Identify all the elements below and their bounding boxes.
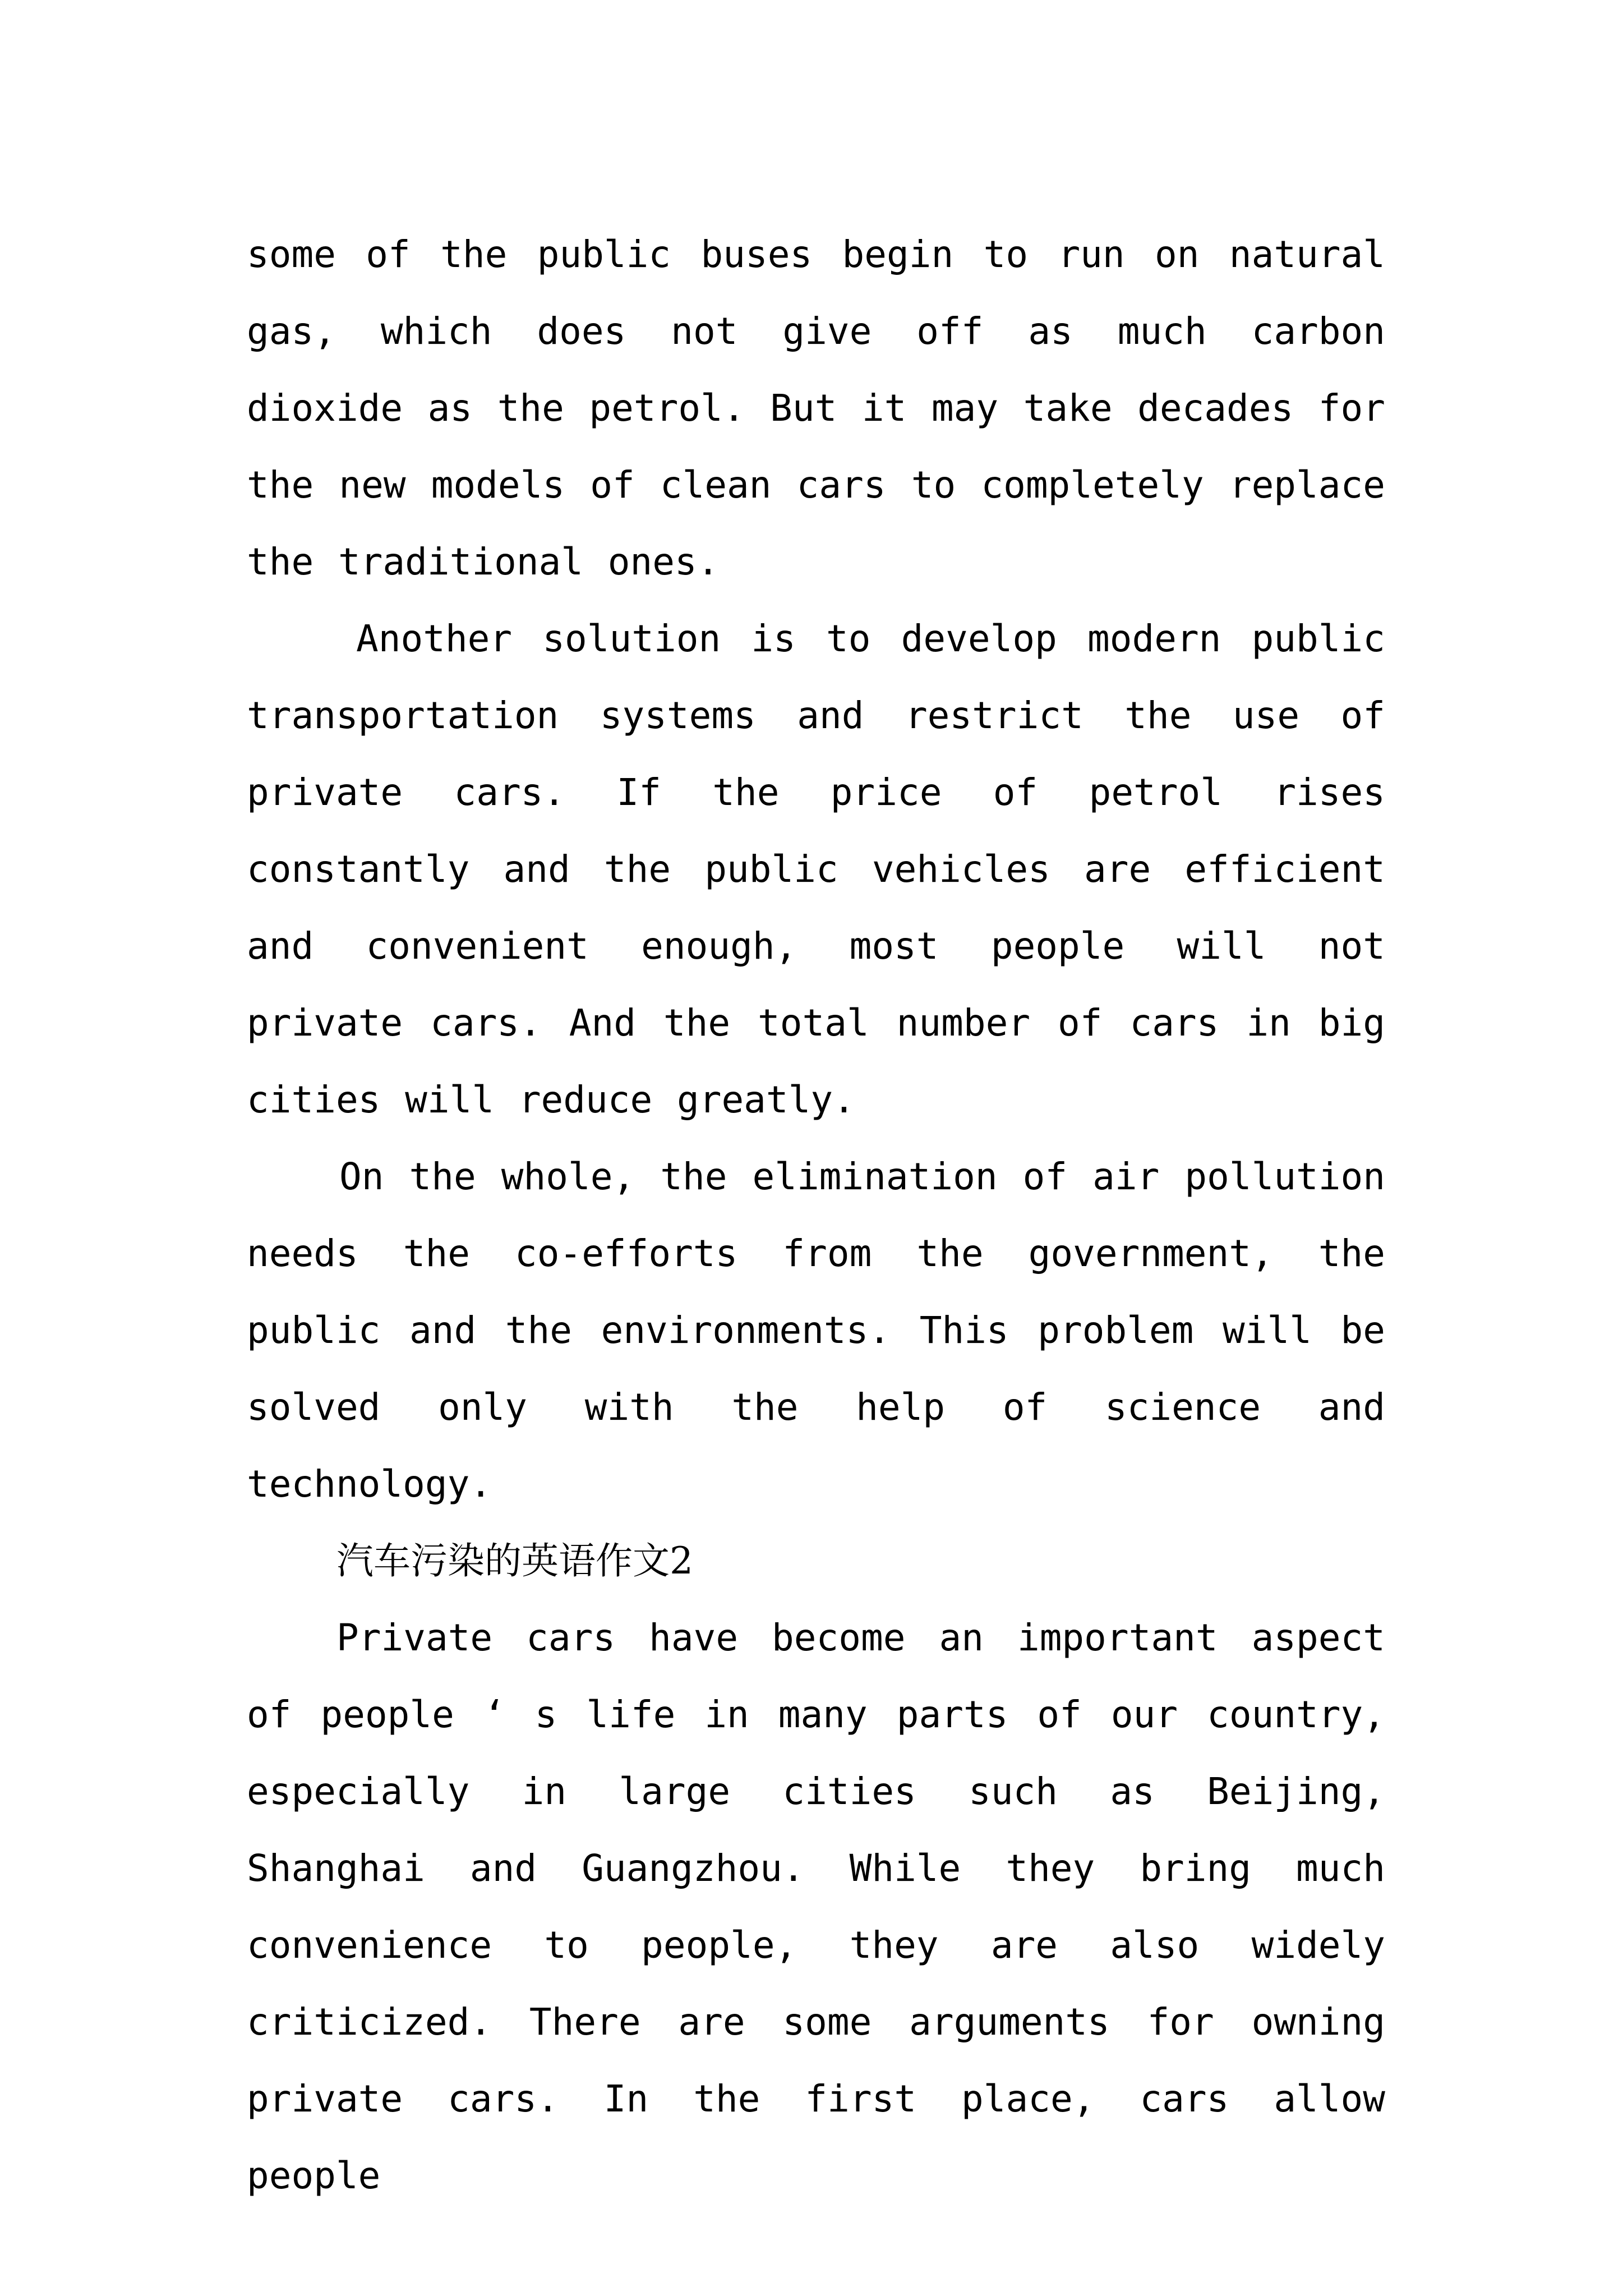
section-heading: 汽车污染的英语作文2 — [336, 1539, 693, 1582]
document-body — [247, 216, 1385, 2214]
paragraph-public-transport-solution: Another solution is to develop modern public transportation systems and restrict the use of private cars. If the price of petrol rises constantly and the public vehicles are efficient and convenient enough, most people will not private cars. And the total number of cars in big cities will reduce greatly. — [247, 617, 1385, 1121]
paragraph-clean-fuel-buses: some of the public buses begin to run on natural gas, which does not give off as much carbon dioxide as the petrol. But it may take decades for the new models of clean cars to completely replace the traditional ones. — [247, 233, 1385, 583]
paragraph-conclusion: On the whole, the elimination of air pollution needs the co-efforts from the government, the public and the environments. This problem will be solved only with the help of science and technology. — [247, 1155, 1385, 1506]
paragraph-private-cars-intro: Private cars have become an important aspect of people ‘ s life in many parts of our country, especially in large cities such as Beijing, Shanghai and Guangzhou. While they bring much convenience to people, they are also widely criticized. There are some arguments for owning private cars. In the first place, cars allow people — [247, 1616, 1385, 2197]
